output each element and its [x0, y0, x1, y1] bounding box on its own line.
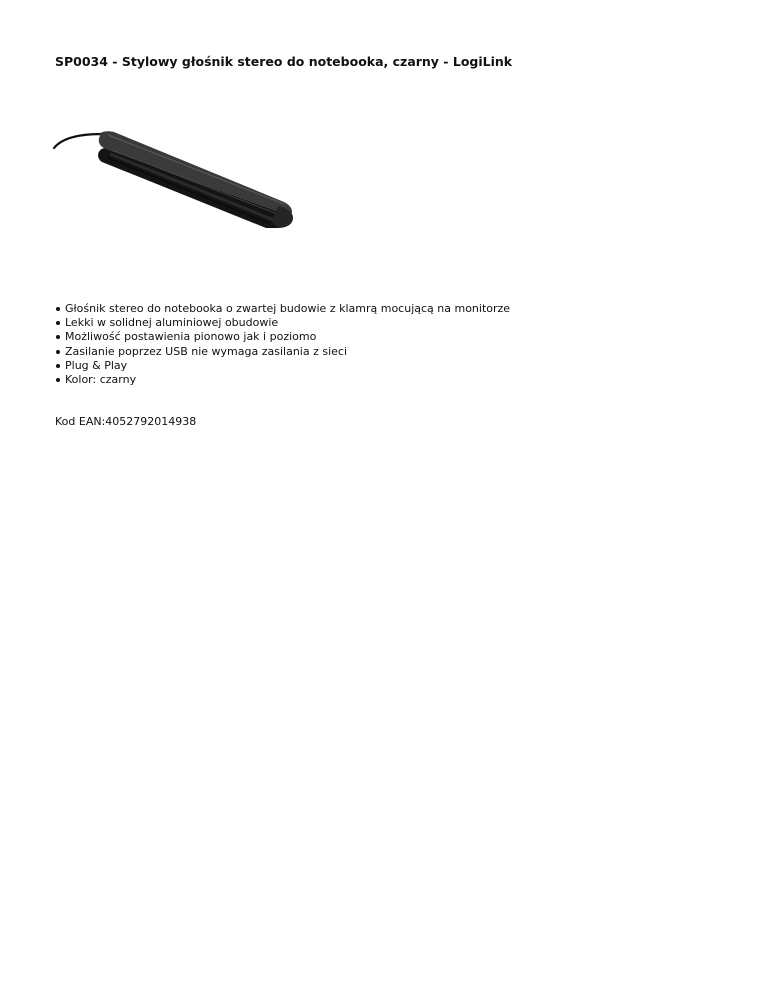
bullet-icon [56, 335, 60, 339]
speaker-bar-image [98, 131, 293, 228]
list-item [55, 373, 510, 387]
ean-value: 4052792014938 [105, 415, 197, 428]
ean-code [55, 415, 196, 429]
list-item [55, 359, 510, 373]
bullet-icon [56, 321, 60, 325]
page-title: SP0034 - Stylowy głośnik stereo do notebooka, czarny - LogiLink [55, 54, 513, 69]
feature-text: Kolor: czarny [65, 373, 137, 387]
feature-list [55, 302, 510, 387]
feature-text: Zasilanie poprzez USB nie wymaga zasilania z sieci [65, 344, 348, 358]
feature-text: Możliwość postawienia pionowo jak i poziomo [65, 330, 317, 344]
bullet-icon [56, 307, 60, 311]
list-item [55, 345, 510, 359]
bullet-icon [56, 364, 60, 368]
list-item [55, 316, 510, 330]
list-item [55, 302, 510, 316]
bullet-icon [56, 378, 60, 382]
ean-label: Kod EAN: [55, 415, 106, 428]
feature-text: Plug & Play [65, 358, 128, 372]
speaker-cable [54, 134, 102, 148]
product-image [52, 124, 302, 236]
bullet-icon [56, 350, 60, 354]
feature-text: Lekki w solidnej aluminiowej obudowie [65, 316, 279, 330]
list-item [55, 330, 510, 344]
feature-text: Głośnik stereo do notebooka o zwartej budowie z klamrą mocującą na monitorze [65, 302, 511, 315]
